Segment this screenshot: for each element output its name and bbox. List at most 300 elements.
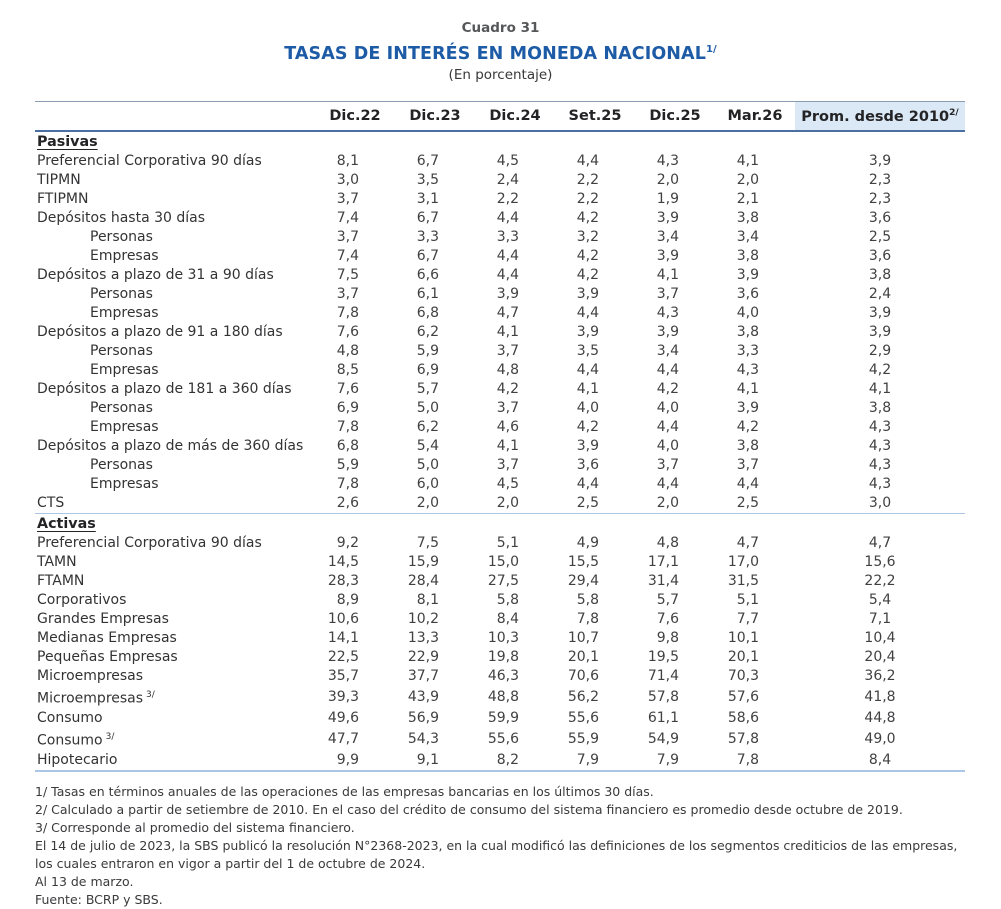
table-row bbox=[35, 228, 965, 247]
value-cell: 3,9 bbox=[496, 286, 519, 303]
value-cell: 8,1 bbox=[336, 153, 359, 170]
value-cell: 9,2 bbox=[336, 535, 359, 552]
table-row bbox=[35, 152, 965, 171]
value-cell: 14,5 bbox=[327, 554, 359, 571]
value-cell: 4,2 bbox=[576, 210, 599, 227]
value-cell: 10,4 bbox=[864, 630, 896, 647]
value-cell: 3,9 bbox=[868, 305, 892, 322]
value-cell: 2,0 bbox=[656, 495, 679, 512]
value-cell: 22,2 bbox=[864, 573, 896, 590]
value-cell: 3,6 bbox=[868, 210, 892, 227]
column-header: Dic.22 bbox=[315, 101, 395, 131]
value-cell: 3,8 bbox=[736, 438, 759, 455]
footnotes bbox=[35, 783, 967, 909]
value-cell: 1,9 bbox=[656, 191, 679, 208]
table-row bbox=[35, 553, 965, 572]
value-cell: 2,2 bbox=[576, 172, 599, 189]
value-cell: 4,5 bbox=[496, 476, 519, 493]
value-cell: 8,4 bbox=[496, 611, 519, 628]
value-cell: 3,9 bbox=[868, 153, 892, 170]
value-cell: 2,9 bbox=[868, 343, 892, 360]
value-cell: 31,4 bbox=[647, 573, 679, 590]
value-cell: 55,6 bbox=[567, 709, 599, 726]
value-cell: 5,9 bbox=[336, 457, 359, 474]
value-cell: 6,2 bbox=[416, 324, 439, 341]
value-cell: 3,7 bbox=[736, 457, 759, 474]
table-row bbox=[35, 418, 965, 437]
table-row bbox=[35, 323, 965, 342]
table-row bbox=[35, 437, 965, 456]
table-row bbox=[35, 247, 965, 266]
value-cell: 2,0 bbox=[656, 172, 679, 189]
value-cell: 6,1 bbox=[416, 286, 439, 303]
row-label: Empresas bbox=[90, 362, 159, 379]
row-label: Empresas bbox=[90, 419, 159, 436]
value-cell: 4,3 bbox=[656, 153, 679, 170]
value-cell: 17,0 bbox=[727, 554, 759, 571]
value-cell: 3,8 bbox=[868, 400, 892, 417]
value-cell: 3,8 bbox=[736, 324, 759, 341]
value-cell: 8,4 bbox=[868, 751, 892, 768]
row-label: Consumo $^{3/}$ bbox=[37, 731, 115, 749]
value-cell: 4,2 bbox=[656, 381, 679, 398]
table-row bbox=[35, 610, 965, 629]
value-cell: 8,2 bbox=[496, 751, 519, 768]
value-cell: 2,1 bbox=[736, 191, 759, 208]
value-cell: 3,5 bbox=[416, 172, 439, 189]
value-cell: 37,7 bbox=[407, 668, 439, 685]
value-cell: 4,4 bbox=[496, 248, 519, 265]
value-cell: 5,7 bbox=[416, 381, 439, 398]
value-cell: 48,8 bbox=[487, 689, 519, 706]
row-label: Personas bbox=[90, 286, 153, 303]
row-label: Depósitos hasta 30 días bbox=[37, 210, 206, 227]
value-cell: 3,8 bbox=[868, 267, 892, 284]
row-label: Depósitos a plazo de 181 a 360 días bbox=[37, 381, 292, 398]
value-cell: 8,5 bbox=[336, 362, 359, 379]
value-cell: 9,1 bbox=[416, 751, 439, 768]
value-cell: 3,9 bbox=[576, 438, 599, 455]
value-cell: 5,0 bbox=[416, 400, 439, 417]
value-cell: 3,3 bbox=[416, 229, 439, 246]
value-cell: 4,2 bbox=[576, 248, 599, 265]
section-label-cell bbox=[35, 514, 965, 535]
table-row bbox=[35, 266, 965, 285]
value-cell: 3,9 bbox=[868, 324, 892, 341]
value-cell: 54,3 bbox=[407, 730, 439, 747]
value-cell: 4,4 bbox=[656, 419, 679, 436]
value-cell: 19,5 bbox=[647, 649, 679, 666]
row-label: CTS bbox=[37, 495, 65, 512]
value-cell: 4,0 bbox=[656, 400, 679, 417]
value-cell: 3,9 bbox=[576, 286, 599, 303]
value-cell: 7,4 bbox=[336, 210, 359, 227]
value-cell: 57,8 bbox=[727, 730, 759, 747]
value-cell: 3,9 bbox=[736, 400, 759, 417]
value-cell: 36,2 bbox=[864, 668, 896, 685]
value-cell: 7,9 bbox=[576, 751, 599, 768]
value-cell: 6,9 bbox=[416, 362, 439, 379]
value-cell: 3,4 bbox=[656, 343, 679, 360]
value-cell: 6,9 bbox=[336, 400, 359, 417]
value-cell: 3,8 bbox=[736, 248, 759, 265]
table-row bbox=[35, 591, 965, 610]
title-footnote-marker: 1/ bbox=[705, 44, 717, 55]
row-label: Pequeñas Empresas bbox=[37, 649, 178, 666]
row-label: Personas bbox=[90, 457, 153, 474]
value-cell: 4,8 bbox=[336, 343, 359, 360]
table-row bbox=[35, 171, 965, 190]
value-cell: 3,9 bbox=[576, 324, 599, 341]
value-cell: 3,7 bbox=[496, 457, 519, 474]
value-cell: 15,6 bbox=[864, 554, 896, 571]
value-cell: 4,4 bbox=[576, 305, 599, 322]
value-cell: 7,8 bbox=[736, 751, 759, 768]
section-label: Activas bbox=[37, 516, 96, 533]
value-cell: 3,7 bbox=[656, 457, 679, 474]
row-label: Hipotecario bbox=[37, 751, 118, 768]
value-cell: 4,1 bbox=[576, 381, 599, 398]
value-cell: 47,7 bbox=[327, 730, 359, 747]
value-cell: 31,5 bbox=[727, 573, 759, 590]
value-cell: 7,6 bbox=[336, 381, 359, 398]
value-cell: 4,7 bbox=[868, 535, 892, 552]
value-cell: 29,4 bbox=[567, 573, 599, 590]
column-header: Dic.24 bbox=[475, 101, 555, 131]
table-header-block bbox=[0, 19, 1001, 84]
value-cell: 5,8 bbox=[576, 592, 599, 609]
value-cell: 3,2 bbox=[576, 229, 599, 246]
footnote-line: Al 13 de marzo. bbox=[35, 873, 134, 889]
value-cell: 44,8 bbox=[864, 709, 896, 726]
value-cell: 6,2 bbox=[416, 419, 439, 436]
table-number: Cuadro 31 bbox=[461, 20, 540, 36]
value-cell: 4,2 bbox=[868, 362, 892, 379]
value-cell: 6,0 bbox=[416, 476, 439, 493]
value-cell: 4,1 bbox=[496, 438, 519, 455]
table-row bbox=[35, 209, 965, 228]
value-cell: 3,0 bbox=[336, 172, 359, 189]
value-cell: 5,8 bbox=[496, 592, 519, 609]
table-row bbox=[35, 648, 965, 667]
value-cell: 20,1 bbox=[567, 649, 599, 666]
value-cell: 4,0 bbox=[576, 400, 599, 417]
value-cell: 3,6 bbox=[576, 457, 599, 474]
value-cell: 8,9 bbox=[336, 592, 359, 609]
value-cell: 7,8 bbox=[336, 419, 359, 436]
value-cell: 4,2 bbox=[576, 267, 599, 284]
value-cell: 4,4 bbox=[496, 210, 519, 227]
value-cell: 3,5 bbox=[576, 343, 599, 360]
table-row bbox=[35, 534, 965, 553]
row-label: Microempresas bbox=[37, 668, 144, 685]
value-cell: 28,4 bbox=[407, 573, 439, 590]
value-cell: 59,9 bbox=[487, 709, 519, 726]
value-cell: 61,1 bbox=[647, 709, 679, 726]
value-cell: 5,1 bbox=[736, 592, 759, 609]
row-label: TAMN bbox=[37, 554, 77, 571]
column-header-prom: Prom. desde $2010^{2/}$ bbox=[795, 101, 965, 131]
value-cell: 3,0 bbox=[868, 495, 892, 512]
value-cell: 2,0 bbox=[736, 172, 759, 189]
value-cell: 7,7 bbox=[736, 611, 759, 628]
interest-rates-table bbox=[35, 101, 965, 772]
table-row bbox=[35, 728, 965, 751]
value-cell: 4,5 bbox=[496, 153, 519, 170]
row-label: FTAMN bbox=[37, 573, 85, 590]
table-row bbox=[35, 629, 965, 648]
value-cell: 28,3 bbox=[327, 573, 359, 590]
row-label: TIPMN bbox=[37, 172, 81, 189]
page-subtitle: (En porcentaje) bbox=[448, 66, 553, 83]
value-cell: 4,3 bbox=[736, 362, 759, 379]
value-cell: 6,8 bbox=[416, 305, 439, 322]
table-row bbox=[35, 686, 965, 709]
value-cell: 4,1 bbox=[736, 381, 759, 398]
value-cell: 6,8 bbox=[336, 438, 359, 455]
value-cell: 4,2 bbox=[576, 419, 599, 436]
value-cell: 2,5 bbox=[576, 495, 599, 512]
prom-footnote-marker: 2/ bbox=[949, 107, 959, 118]
value-cell: 58,6 bbox=[727, 709, 759, 726]
value-cell: 15,5 bbox=[567, 554, 599, 571]
value-cell: 14,1 bbox=[327, 630, 359, 647]
value-cell: 20,1 bbox=[727, 649, 759, 666]
value-cell: 7,8 bbox=[336, 476, 359, 493]
value-cell: 4,7 bbox=[736, 535, 759, 552]
value-cell: 55,6 bbox=[487, 730, 519, 747]
value-cell: 70,6 bbox=[567, 668, 599, 685]
row-label: Empresas bbox=[90, 248, 159, 265]
value-cell: 3,6 bbox=[736, 286, 759, 303]
row-label: Preferencial Corporativa 90 días bbox=[37, 535, 262, 552]
column-header-empty bbox=[35, 101, 315, 131]
value-cell: 10,7 bbox=[567, 630, 599, 647]
value-cell: 43,9 bbox=[407, 689, 439, 706]
value-cell: 4,2 bbox=[496, 381, 519, 398]
value-cell: 4,3 bbox=[868, 419, 892, 436]
value-cell: 4,8 bbox=[496, 362, 519, 379]
value-cell: 2,0 bbox=[416, 495, 439, 512]
value-cell: 3,9 bbox=[656, 324, 679, 341]
value-cell: 49,0 bbox=[864, 730, 896, 747]
value-cell: 70,3 bbox=[727, 668, 759, 685]
value-cell: 7,5 bbox=[336, 267, 359, 284]
value-cell: 7,1 bbox=[868, 611, 892, 628]
value-cell: 2,3 bbox=[868, 172, 892, 189]
row-label: Preferencial Corporativa 90 días bbox=[37, 153, 262, 170]
value-cell: 7,4 bbox=[336, 248, 359, 265]
table-row bbox=[35, 399, 965, 418]
section-row bbox=[35, 131, 965, 152]
value-cell: 39,3 bbox=[327, 689, 359, 706]
row-label: Depósitos a plazo de 91 a 180 días bbox=[37, 324, 283, 341]
value-cell: 7,5 bbox=[416, 535, 439, 552]
row-label: Personas bbox=[90, 229, 153, 246]
table-row bbox=[35, 456, 965, 475]
value-cell: 3,8 bbox=[736, 210, 759, 227]
value-cell: 7,8 bbox=[576, 611, 599, 628]
value-cell: 5,7 bbox=[656, 592, 679, 609]
value-cell: 22,9 bbox=[407, 649, 439, 666]
value-cell: 4,2 bbox=[736, 419, 759, 436]
value-cell: 6,7 bbox=[416, 248, 439, 265]
value-cell: 4,4 bbox=[576, 362, 599, 379]
value-cell: 10,1 bbox=[727, 630, 759, 647]
row-label: FTIPMN bbox=[37, 191, 89, 208]
row-label: Empresas bbox=[90, 305, 159, 322]
value-cell: 2,0 bbox=[496, 495, 519, 512]
value-cell: 5,1 bbox=[496, 535, 519, 552]
value-cell: 4,0 bbox=[656, 438, 679, 455]
value-cell: 4,7 bbox=[496, 305, 519, 322]
value-cell: 6,6 bbox=[416, 267, 439, 284]
row-label: Microempresas $^{3/}$ bbox=[37, 690, 155, 707]
value-cell: 5,0 bbox=[416, 457, 439, 474]
value-cell: 19,8 bbox=[487, 649, 519, 666]
value-cell: 4,3 bbox=[868, 457, 892, 474]
value-cell: 9,8 bbox=[656, 630, 679, 647]
value-cell: 2,6 bbox=[336, 495, 359, 512]
value-cell: 56,9 bbox=[407, 709, 439, 726]
value-cell: 5,4 bbox=[868, 592, 892, 609]
table-row bbox=[35, 342, 965, 361]
value-cell: 22,5 bbox=[327, 649, 359, 666]
row-label: Consumo bbox=[37, 709, 103, 726]
page-title bbox=[0, 38, 1001, 66]
value-cell: 57,8 bbox=[647, 689, 679, 706]
column-header: Set.25 bbox=[555, 101, 635, 131]
value-cell: 7,9 bbox=[656, 751, 679, 768]
value-cell: 57,6 bbox=[727, 689, 759, 706]
value-cell: 4,1 bbox=[868, 381, 892, 398]
value-cell: 3,4 bbox=[656, 229, 679, 246]
value-cell: 49,6 bbox=[327, 709, 359, 726]
value-cell: 5,4 bbox=[416, 438, 439, 455]
value-cell: 7,8 bbox=[336, 305, 359, 322]
value-cell: 4,4 bbox=[576, 476, 599, 493]
value-cell: 2,5 bbox=[868, 229, 892, 246]
value-cell: 46,3 bbox=[487, 668, 519, 685]
footnote-line: El 14 de julio de 2023, la SBS publicó la resolución N°2368-2023, en la cual modificó las definiciones de los segmentos crediticios de las empresas, los cuales entraron en vigor a partir del 1 de octubre de 2024. bbox=[35, 837, 958, 871]
value-cell: 27,5 bbox=[487, 573, 519, 590]
value-cell: 3,7 bbox=[336, 229, 359, 246]
value-cell: 3,4 bbox=[736, 229, 759, 246]
table-row bbox=[35, 475, 965, 494]
table-row bbox=[35, 572, 965, 591]
value-cell: 41,8 bbox=[864, 689, 896, 706]
value-cell: 3,1 bbox=[416, 191, 439, 208]
value-cell: 4,9 bbox=[576, 535, 599, 552]
value-cell: 4,4 bbox=[656, 362, 679, 379]
value-cell: 4,1 bbox=[496, 324, 519, 341]
value-cell: 13,3 bbox=[407, 630, 439, 647]
footnote-line: 1/ Tasas en términos anuales de las operaciones de las empresas bancarias en los últimos 30 días. bbox=[35, 783, 654, 799]
value-cell: 3,3 bbox=[736, 343, 759, 360]
row-footnote-marker: 3/ bbox=[146, 690, 155, 701]
table-row bbox=[35, 304, 965, 323]
value-cell: 2,2 bbox=[576, 191, 599, 208]
column-header: Dic.25 bbox=[635, 101, 715, 131]
row-label: Grandes Empresas bbox=[37, 611, 169, 628]
table-head bbox=[35, 101, 965, 131]
table-row bbox=[35, 285, 965, 304]
value-cell: 7,6 bbox=[656, 611, 679, 628]
value-cell: 56,2 bbox=[567, 689, 599, 706]
value-cell: 2,4 bbox=[496, 172, 519, 189]
column-header: Dic.23 bbox=[395, 101, 475, 131]
value-cell: 3,7 bbox=[336, 191, 359, 208]
value-cell: 3,6 bbox=[868, 248, 892, 265]
value-cell: 20,4 bbox=[864, 649, 896, 666]
value-cell: 10,6 bbox=[327, 611, 359, 628]
value-cell: 4,4 bbox=[736, 476, 759, 493]
value-cell: 3,7 bbox=[496, 400, 519, 417]
value-cell: 10,2 bbox=[407, 611, 439, 628]
table-row bbox=[35, 667, 965, 686]
footnote-line: 3/ Corresponde al promedio del sistema financiero. bbox=[35, 819, 355, 835]
row-label: Depósitos a plazo de 31 a 90 días bbox=[37, 267, 274, 284]
value-cell: 4,4 bbox=[656, 476, 679, 493]
value-cell: 4,4 bbox=[496, 267, 519, 284]
value-cell: 8,1 bbox=[416, 592, 439, 609]
value-cell: 6,7 bbox=[416, 210, 439, 227]
table-row bbox=[35, 709, 965, 728]
value-cell: 17,1 bbox=[647, 554, 679, 571]
value-cell: 4,3 bbox=[868, 476, 892, 493]
row-label: Depósitos a plazo de más de 360 días bbox=[37, 438, 304, 455]
table-row bbox=[35, 494, 965, 514]
column-header-row bbox=[35, 101, 965, 131]
value-cell: 9,9 bbox=[336, 751, 359, 768]
footnote-line: Fuente: BCRP y SBS. bbox=[35, 891, 163, 907]
row-label: Personas bbox=[90, 400, 153, 417]
value-cell: 4,3 bbox=[656, 305, 679, 322]
value-cell: 7,6 bbox=[336, 324, 359, 341]
value-cell: 3,9 bbox=[656, 248, 679, 265]
value-cell: 71,4 bbox=[647, 668, 679, 685]
value-cell: 4,6 bbox=[496, 419, 519, 436]
value-cell: 3,9 bbox=[656, 210, 679, 227]
value-cell: 2,5 bbox=[736, 495, 759, 512]
table-row bbox=[35, 380, 965, 399]
row-label: Personas bbox=[90, 343, 153, 360]
value-cell: 3,7 bbox=[656, 286, 679, 303]
value-cell: 55,9 bbox=[567, 730, 599, 747]
value-cell: 4,1 bbox=[656, 267, 679, 284]
value-cell: 35,7 bbox=[327, 668, 359, 685]
value-cell: 3,3 bbox=[496, 229, 519, 246]
value-cell: 4,4 bbox=[576, 153, 599, 170]
value-cell: 2,2 bbox=[496, 191, 519, 208]
table-body bbox=[35, 131, 965, 770]
table-row bbox=[35, 751, 965, 771]
row-label: Empresas bbox=[90, 476, 159, 493]
value-cell: 4,3 bbox=[868, 438, 892, 455]
value-cell: 3,7 bbox=[336, 286, 359, 303]
table-row bbox=[35, 190, 965, 209]
value-cell: 2,3 bbox=[868, 191, 892, 208]
section-row bbox=[35, 514, 965, 535]
value-cell: 54,9 bbox=[647, 730, 679, 747]
page-title-text: TASAS DE INTERÉS EN MONEDA NACIONAL bbox=[284, 43, 706, 64]
table-row bbox=[35, 361, 965, 380]
value-cell: 5,9 bbox=[416, 343, 439, 360]
row-footnote-marker: 3/ bbox=[105, 731, 115, 742]
value-cell: 4,0 bbox=[736, 305, 759, 322]
section-label-cell bbox=[35, 131, 965, 152]
value-cell: 15,9 bbox=[407, 554, 439, 571]
